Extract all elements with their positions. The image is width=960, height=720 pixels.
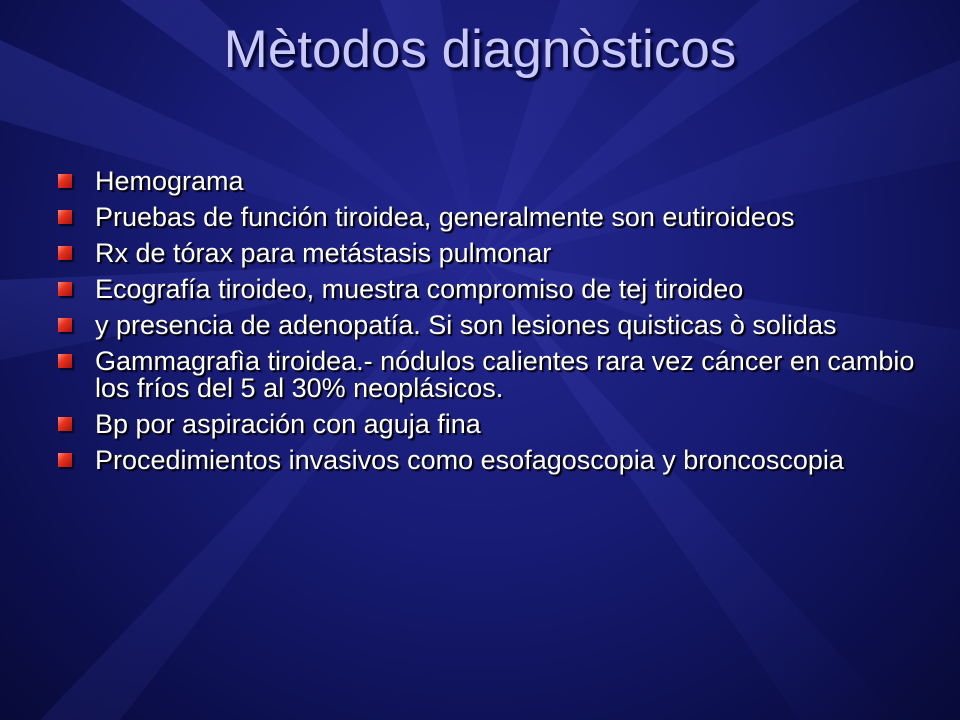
bullet-item <box>58 168 918 195</box>
square-bullet-icon <box>58 246 72 260</box>
bullet-text: Hemograma <box>95 166 244 196</box>
bullet-text: Ecografía tiroideo, muestra compromiso de tej tiroideo <box>95 274 744 304</box>
bullet-text: Rx de tórax para metástasis pulmonar <box>95 238 552 268</box>
square-bullet-icon <box>58 318 72 332</box>
square-bullet-icon <box>58 282 72 296</box>
bullet-item <box>58 276 918 303</box>
bullet-text: Bp por aspiración con aguja fina <box>95 409 481 439</box>
bullet-text: y presencia de adenopatía. Si son lesiones quisticas ò solidas <box>95 310 837 340</box>
square-bullet-icon <box>58 210 72 224</box>
bullet-text: Gammagrafìa tiroidea.- nódulos calientes rara vez cáncer en cambio los fríos del 5 al 30% neoplásicos. <box>95 346 915 403</box>
bullet-text: Procedimientos invasivos como esofagoscopia y broncoscopia <box>95 445 844 475</box>
bullet-text: Pruebas de función tiroidea, generalmente son eutiroideos <box>95 202 795 232</box>
bullet-item <box>58 240 918 267</box>
bullet-list <box>58 168 918 483</box>
square-bullet-icon <box>58 174 72 188</box>
bullet-item <box>58 411 918 438</box>
bullet-item <box>58 204 918 231</box>
square-bullet-icon <box>58 453 72 467</box>
square-bullet-icon <box>58 354 72 368</box>
square-bullet-icon <box>58 417 72 431</box>
bullet-item <box>58 312 918 339</box>
bullet-item <box>58 447 918 474</box>
bullet-item <box>58 348 918 402</box>
slide-title: Mètodos diagnòsticos <box>223 20 737 79</box>
